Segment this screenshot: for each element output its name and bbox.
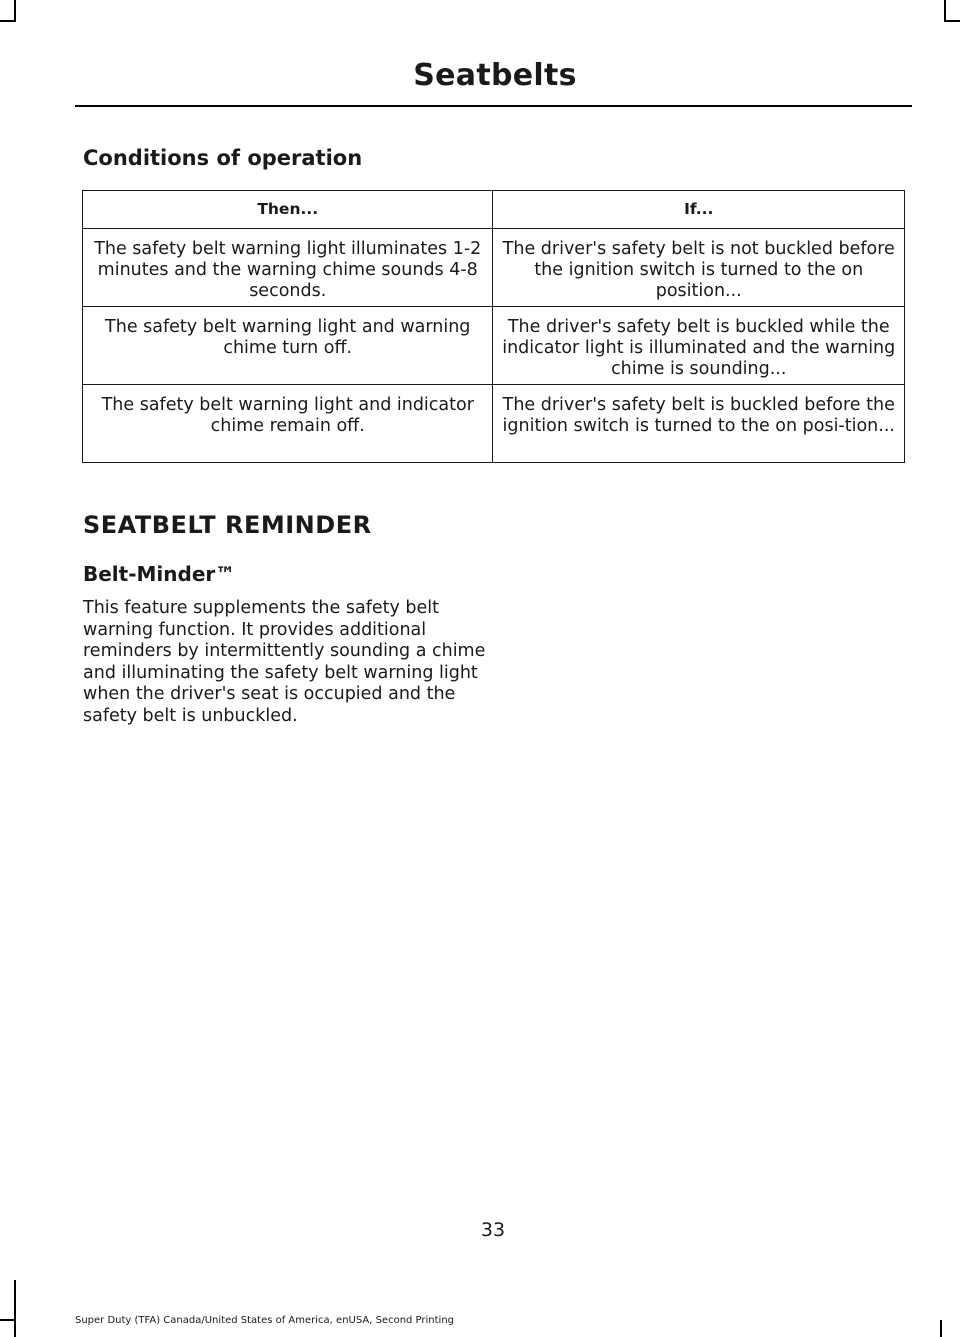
conditions-table [82, 190, 905, 463]
crop-mark-top-left-h [0, 20, 16, 22]
table-cell: The driver's safety belt is not buckled before the ignition switch is turned to the on position... [493, 229, 905, 307]
crop-mark-top-left [14, 0, 16, 22]
table-cell: The safety belt warning light and indicator chime remain off. [83, 385, 493, 463]
column-header-if: Then... [83, 191, 493, 229]
header-divider [75, 105, 912, 107]
table-cell: The driver's safety belt is buckled while the indicator light is illuminated and the warning chime is sounding... [493, 307, 905, 385]
table-cell: The safety belt warning light and warning chime turn off. [83, 307, 493, 385]
table-row [83, 307, 905, 385]
page-number: 33 [480, 1219, 506, 1241]
crop-mark-bottom-left-h [0, 1319, 16, 1321]
table-header-row [83, 191, 905, 229]
table-cell: The safety belt warning light illuminates 1-2 minutes and the warning chime sounds 4-8 seconds. [83, 229, 493, 307]
crop-mark-bottom-right [940, 1320, 942, 1337]
crop-mark-top-right [944, 0, 946, 22]
section-title: SEATBELT REMINDER [83, 511, 372, 539]
table-cell: The driver's safety belt is buckled before the ignition switch is turned to the on posi-tion... [493, 385, 905, 463]
body-paragraph: This feature supplements the safety belt warning function. It provides additional reminders by intermittently sounding a chime and illuminating the safety belt warning light when the driver's seat is occupied and the safety belt is unbuckled. [83, 598, 486, 726]
table-row [83, 229, 905, 307]
crop-mark-bottom-left [14, 1280, 16, 1337]
page-title: Seatbelts [413, 58, 577, 93]
subsection-title: Belt-Minder™ [83, 562, 236, 586]
column-header-then: If... [493, 191, 905, 229]
section-heading: Conditions of operation [83, 146, 363, 170]
crop-mark-top-right-h [944, 20, 960, 22]
footer-text: Super Duty (TFA) Canada/United States of America, enUSA, Second Printing [75, 1315, 455, 1326]
table-row [83, 385, 905, 463]
